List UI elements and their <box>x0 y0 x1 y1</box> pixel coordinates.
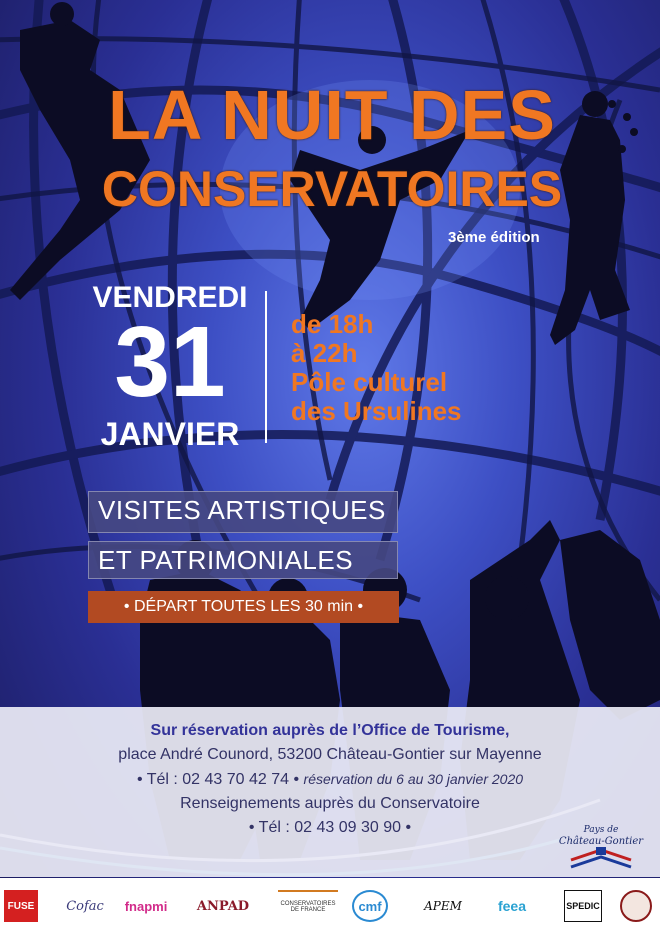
visits-line-2: ET PATRIMONIALES <box>88 541 398 579</box>
cofac-logo: Cofac <box>66 898 104 914</box>
place-line-1: Pôle culturel <box>291 367 448 397</box>
depart-banner: • DÉPART TOUTES LES 30 min • <box>88 591 399 623</box>
tourism-phone: • Tél : 02 43 70 42 74 • <box>136 771 300 788</box>
divider-line <box>265 291 267 443</box>
conservatoires-de-france-logo: CONSERVATOIRES DE FRANCE <box>278 890 338 922</box>
title-line-2: CONSERVATOIRES <box>101 161 563 217</box>
fuse-logo: FUSE <box>4 890 38 922</box>
feea-logo: feea <box>497 898 527 914</box>
reservation-dates: réservation du 6 au 30 janvier 2020 <box>303 771 524 787</box>
title-line-1: LA NUIT DES <box>108 76 556 154</box>
apem-logo: APEM <box>424 899 462 913</box>
fnapmi-logo: fnapmi <box>124 898 168 914</box>
edition-label: 3ème édition <box>448 229 540 246</box>
spedic-logo: SPEDIC <box>564 890 602 922</box>
reservation-line-1: Sur réservation auprès de l’Office de Tourisme, <box>150 722 510 739</box>
visits-line-1: VISITES ARTISTIQUES <box>88 491 398 533</box>
place-line-2: des Ursulines <box>291 396 462 426</box>
reservation-phone-line <box>0 767 660 792</box>
pays-chateau-gontier-logo <box>556 820 646 875</box>
day-name: VENDREDI <box>92 281 248 314</box>
conservatoire-phone: • Tél : 02 43 09 30 90 • <box>248 819 412 836</box>
day-number: 31 <box>114 306 226 418</box>
time-start: de 18h <box>291 309 374 339</box>
svg-text:Château-Gontier: Château-Gontier <box>558 836 644 847</box>
month-name: JANVIER <box>100 416 240 452</box>
cmf-logo: cmf <box>352 890 388 922</box>
info-line: Renseignements auprès du Conservatoire <box>180 795 480 812</box>
event-info <box>291 310 462 426</box>
time-end: à 22h <box>291 338 358 368</box>
reservation-address: place André Counord, 53200 Château-Gontier sur Mayenne <box>118 746 542 763</box>
anpad-logo: ANPAD <box>196 898 250 914</box>
round-seal-logo <box>620 890 652 922</box>
visits-banner <box>88 491 398 585</box>
svg-text:Pays de: Pays de <box>583 825 619 835</box>
